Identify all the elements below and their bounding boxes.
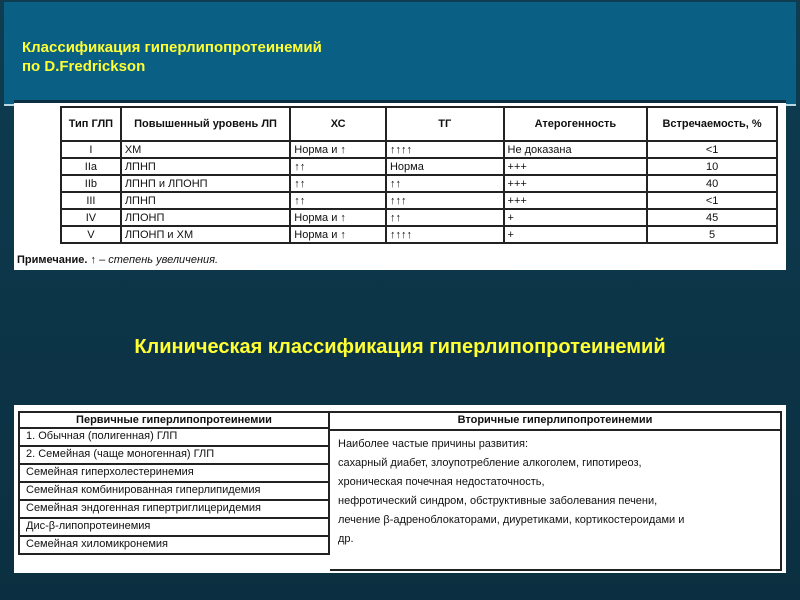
fredrickson-table bbox=[60, 106, 778, 244]
table-cell: <1 bbox=[647, 141, 777, 158]
primary-column bbox=[18, 411, 330, 555]
table-header-row bbox=[61, 107, 777, 141]
list-item: Семейная хиломикронемия bbox=[18, 537, 330, 555]
table-cell: IV bbox=[61, 209, 121, 226]
table-cell: 5 bbox=[647, 226, 777, 243]
secondary-header: Вторичные гиперлипопротеинемии bbox=[330, 413, 780, 431]
table-cell: IIb bbox=[61, 175, 121, 192]
table-cell: Норма и ↑ bbox=[290, 141, 386, 158]
clinical-table-panel bbox=[14, 405, 786, 573]
cause-line: Наиболее частые причины развития: bbox=[338, 438, 529, 450]
col-header-tg: ТГ bbox=[386, 107, 504, 141]
table-cell: <1 bbox=[647, 192, 777, 209]
table-row bbox=[61, 209, 777, 226]
table-cell: ↑↑ bbox=[386, 175, 504, 192]
slide-title-line2: по D.Fredrickson bbox=[22, 58, 146, 75]
table-cell: 45 bbox=[647, 209, 777, 226]
table-cell: ↑↑ bbox=[290, 175, 386, 192]
col-header-atherogenicity: Атерогенность bbox=[504, 107, 648, 141]
table-cell: + bbox=[504, 226, 648, 243]
list-item: Семейная комбинированная гиперлипидемия bbox=[18, 483, 330, 501]
table-cell: 10 bbox=[647, 158, 777, 175]
table-cell: III bbox=[61, 192, 121, 209]
table-cell: Не доказана bbox=[504, 141, 648, 158]
table-cell: ↑↑ bbox=[386, 209, 504, 226]
table-cell: ЛПНП и ЛПОНП bbox=[121, 175, 290, 192]
list-item: Семейная эндогенная гипертриглицеридемия bbox=[18, 501, 330, 519]
col-header-lp: Повышенный уровень ЛП bbox=[121, 107, 290, 141]
table-row bbox=[61, 175, 777, 192]
secondary-column bbox=[330, 411, 782, 571]
table-row bbox=[61, 192, 777, 209]
table-cell: V bbox=[61, 226, 121, 243]
table-cell: ЛПНП bbox=[121, 192, 290, 209]
list-item: Дис-β-липопротеинемия bbox=[18, 519, 330, 537]
cause-line: нефротический синдром, обструктивные заболевания печени, bbox=[338, 495, 658, 507]
table-cell: ХМ bbox=[121, 141, 290, 158]
table-cell: Норма и ↑ bbox=[290, 226, 386, 243]
table-cell: ↑↑ bbox=[290, 192, 386, 209]
table-cell: I bbox=[61, 141, 121, 158]
table-cell: ЛПОНП и ХМ bbox=[121, 226, 290, 243]
table-cell: +++ bbox=[504, 158, 648, 175]
table-cell: +++ bbox=[504, 175, 648, 192]
slide-title-line1: Классификация гиперлипопротеинемий bbox=[22, 39, 322, 56]
cause-line: хроническая почечная недостаточность, bbox=[338, 476, 545, 488]
table-cell: 40 bbox=[647, 175, 777, 192]
table-cell: ↑↑↑ bbox=[386, 192, 504, 209]
table-note bbox=[17, 254, 218, 266]
table-cell: Норма bbox=[386, 158, 504, 175]
col-header-xc: ХС bbox=[290, 107, 386, 141]
primary-header: Первичные гиперлипопротеинемии bbox=[18, 411, 330, 429]
table-row bbox=[61, 226, 777, 243]
table-cell: ↑↑↑↑ bbox=[386, 141, 504, 158]
cause-line: сахарный диабет, злоупотребление алкоголем, гипотиреоз, bbox=[338, 457, 642, 469]
col-header-type: Тип ГЛП bbox=[61, 107, 121, 141]
title-band bbox=[4, 2, 796, 106]
clinical-classification-heading: Клиническая классификация гиперлипопротеинемий bbox=[134, 336, 666, 358]
table-cell: ↑↑ bbox=[290, 158, 386, 175]
note-label: Примечание. bbox=[17, 254, 88, 266]
table-cell: IIa bbox=[61, 158, 121, 175]
table-row bbox=[61, 158, 777, 175]
fredrickson-table-panel bbox=[14, 100, 786, 270]
table-cell: ЛПОНП bbox=[121, 209, 290, 226]
cause-line: др. bbox=[338, 533, 354, 545]
col-header-frequency: Встречаемость, % bbox=[647, 107, 777, 141]
note-text: ↑ – степень увеличения. bbox=[87, 254, 219, 266]
table-cell: Норма и ↑ bbox=[290, 209, 386, 226]
list-item: 2. Семейная (чаще моногенная) ГЛП bbox=[18, 447, 330, 465]
slide-title bbox=[22, 38, 322, 76]
list-item: 1. Обычная (полигенная) ГЛП bbox=[18, 429, 330, 447]
cause-line: лечение β-адреноблокаторами, диуретиками, кортикостероидами и bbox=[338, 514, 685, 526]
secondary-causes bbox=[330, 431, 780, 549]
list-item: Семейная гиперхолестеринемия bbox=[18, 465, 330, 483]
table-row bbox=[61, 141, 777, 158]
table-cell: ↑↑↑↑ bbox=[386, 226, 504, 243]
table-cell: ЛПНП bbox=[121, 158, 290, 175]
table-cell: +++ bbox=[504, 192, 648, 209]
table-cell: + bbox=[504, 209, 648, 226]
